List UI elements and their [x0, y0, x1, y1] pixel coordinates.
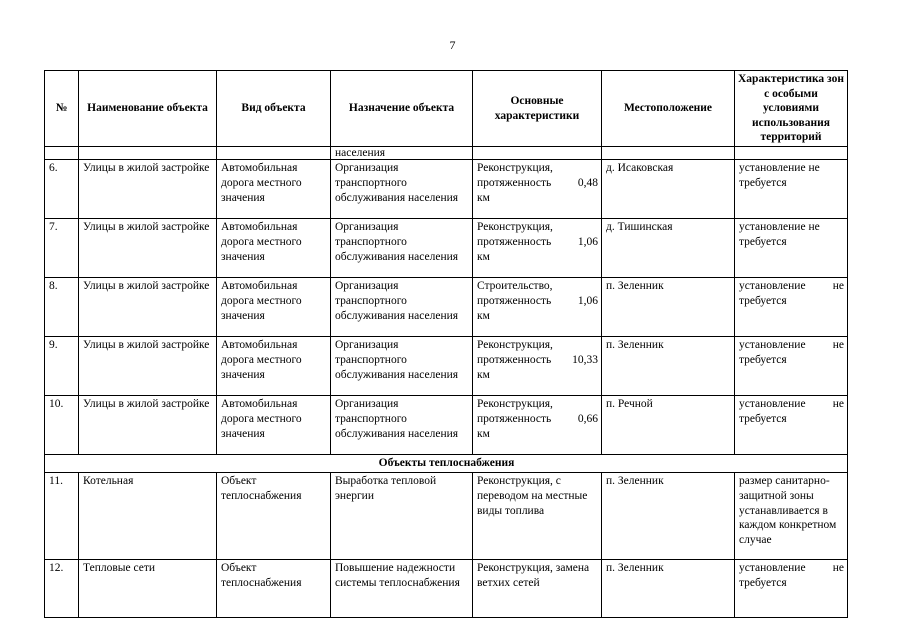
cell-characteristics: Реконструкция, замена ветхих сетей [473, 560, 602, 618]
cell-characteristics: Реконструкция, с переводом на местные виды топлива [473, 473, 602, 560]
cell-num: 8. [45, 278, 79, 337]
cell-purpose: Организация транспортного обслуживания населения [331, 160, 473, 219]
cell-characteristics: Реконструкция, протяженность 10,33 км [473, 337, 602, 396]
cell-name: Тепловые сети [79, 560, 217, 618]
cell-zones: установление не требуется [735, 560, 848, 618]
table-row [45, 560, 848, 618]
cell-characteristics: Строительство, протяженность 1,06 км [473, 278, 602, 337]
cell-purpose: Организация транспортного обслуживания населения [331, 337, 473, 396]
cell-location: п. Речной [602, 396, 735, 455]
cell-characteristics: Реконструкция, протяженность 0,66 км [473, 396, 602, 455]
cell-location: д. Тишинская [602, 219, 735, 278]
table-row [45, 219, 848, 278]
cell-zones: установление не требуется [735, 278, 848, 337]
table-row [45, 337, 848, 396]
cell-name: Улицы в жилой застройке [79, 160, 217, 219]
cell-location: п. Зеленник [602, 278, 735, 337]
cell-type: Автомобильная дорога местного значения [217, 160, 331, 219]
continuation-row [45, 147, 848, 160]
cell-type: Автомобильная дорога местного значения [217, 278, 331, 337]
cell-characteristics: Реконструкция, протяженность 1,06 км [473, 219, 602, 278]
cell-num: 11. [45, 473, 79, 560]
table-header-row [45, 71, 848, 147]
cell-type: Объект теплоснабжения [217, 560, 331, 618]
cell-type: Автомобильная дорога местного значения [217, 337, 331, 396]
header-purpose: Назначение объекта [331, 71, 473, 147]
cell-type: Автомобильная дорога местного значения [217, 219, 331, 278]
cell-purpose: Выработка тепловой энергии [331, 473, 473, 560]
cell-purpose: Организация транспортного обслуживания населения [331, 278, 473, 337]
cell-location: п. Зеленник [602, 473, 735, 560]
cell-zones: установление не требуется [735, 219, 848, 278]
table-row [45, 473, 848, 560]
cell-type: Автомобильная дорога местного значения [217, 396, 331, 455]
header-characteristics: Основные характеристики [473, 71, 602, 147]
cell-zones: установление не требуется [735, 396, 848, 455]
cell-num: 7. [45, 219, 79, 278]
cell-name: Улицы в жилой застройке [79, 337, 217, 396]
header-location: Местоположение [602, 71, 735, 147]
header-name: Наименование объекта [79, 71, 217, 147]
page-number: 7 [449, 38, 456, 52]
cell-location: п. Зеленник [602, 560, 735, 618]
cell-name: Улицы в жилой застройке [79, 396, 217, 455]
cell-name: Улицы в жилой застройке [79, 278, 217, 337]
cell-zones: установление не требуется [735, 160, 848, 219]
cell-location: д. Исаковская [602, 160, 735, 219]
cell-purpose: Организация транспортного обслуживания населения [331, 396, 473, 455]
cell-zones: установление не требуется [735, 337, 848, 396]
cell-name: Котельная [79, 473, 217, 560]
objects-table [44, 70, 848, 618]
continuation-purpose: населения [331, 147, 473, 160]
cell-type: Объект теплоснабжения [217, 473, 331, 560]
table-row [45, 160, 848, 219]
cell-num: 6. [45, 160, 79, 219]
cell-zones: размер санитарно-защитной зоны устанавливается в каждом конкретном случае [735, 473, 848, 560]
cell-name: Улицы в жилой застройке [79, 219, 217, 278]
cell-num: 9. [45, 337, 79, 396]
section-row [45, 455, 848, 473]
cell-num: 12. [45, 560, 79, 618]
header-zones: Характеристика зон с особыми условиями использования территорий [735, 71, 848, 147]
section-heading-heat: Объекты теплоснабжения [45, 455, 848, 473]
cell-location: п. Зеленник [602, 337, 735, 396]
table-row [45, 278, 848, 337]
cell-purpose: Организация транспортного обслуживания населения [331, 219, 473, 278]
cell-num: 10. [45, 396, 79, 455]
table-row [45, 396, 848, 455]
header-type: Вид объекта [217, 71, 331, 147]
cell-purpose: Повышение надежности системы теплоснабжения [331, 560, 473, 618]
cell-characteristics: Реконструкция, протяженность 0,48 км [473, 160, 602, 219]
header-num: № [45, 71, 79, 147]
